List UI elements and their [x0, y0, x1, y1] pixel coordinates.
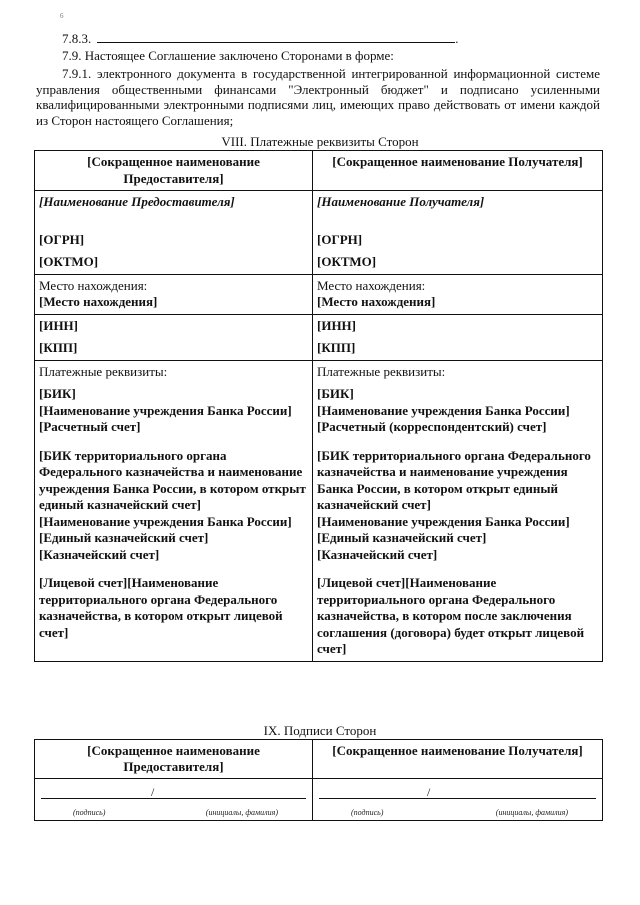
- provider-personal-account: [Лицевой счет][Наименование территориального органа Федерального казначейства, в котором открыт лицевой счет]: [39, 575, 283, 640]
- recipient-ogrn: [ОГРН]: [317, 231, 363, 247]
- clause-7-8-3-end: .: [455, 31, 459, 46]
- provider-treasury-bik: [БИК территориального органа Федерального казначейства и наименование учреждения Банка России, в котором открыт единый казначейский счет]: [39, 447, 306, 512]
- provider-bank-name-2: [Наименование учреждения Банка России]: [39, 513, 292, 529]
- signatures-table: [34, 739, 603, 821]
- payment-requisites-table: [34, 150, 603, 662]
- provider-oktmo: [ОКТМО]: [39, 254, 99, 269]
- recipient-bank-name: [Наименование учреждения Банка России]: [317, 402, 570, 418]
- sig-provider-rule: [41, 798, 306, 799]
- recipient-personal-account: [Лицевой счет][Наименование территориального органа Федерального казначейства, в котором после заключения соглашения (договора) будет открыт лицевой счет]: [317, 575, 585, 656]
- clause-7-8-3-label: 7.8.3.: [62, 31, 92, 46]
- sig-recipient-cell: [313, 779, 603, 821]
- recipient-location-cell: [313, 274, 603, 314]
- requisites-inn-row: [35, 314, 603, 360]
- clause-7-8-3: [62, 31, 459, 46]
- provider-location-label: Место нахождения:: [39, 277, 148, 293]
- sig-recipient-slash: /: [427, 785, 431, 799]
- sig-provider-header: [Сокращенное наименование Предоставителя]: [35, 740, 313, 779]
- recipient-bank-name-2: [Наименование учреждения Банка России]: [317, 513, 570, 529]
- recipient-single-treasury-account: [Единый казначейский счет]: [317, 530, 487, 545]
- provider-account: [Расчетный счет]: [39, 419, 141, 434]
- provider-inn-cell: [35, 314, 313, 360]
- requisites-name-row: [35, 191, 603, 275]
- recipient-oktmo: [ОКТМО]: [317, 254, 377, 269]
- provider-treasury-account: [Казначейский счет]: [39, 546, 160, 562]
- sig-recipient-line: [317, 782, 598, 808]
- sig-recipient-captions: [317, 808, 598, 820]
- sig-provider-slash: /: [151, 785, 155, 799]
- section-8-title: VIII. Платежные реквизиты Сторон: [221, 134, 419, 149]
- clause-7-9-1: 7.9.1. электронного документа в государственной интегрированной информационной системе управления общественными финансами "Электронный бюджет" и подписано усиленными квалифицированными электронными подписями лиц, имеющих право действовать от имени каждой из Сторон настоящего Соглашения;: [36, 66, 600, 128]
- recipient-kpp: [КПП]: [317, 340, 356, 355]
- provider-single-treasury-account: [Единый казначейский счет]: [39, 530, 209, 545]
- recipient-location-label: Место нахождения:: [317, 277, 426, 293]
- recipient-treasury-bik: [БИК территориального органа Федерального казначейства и наименование учреждения Банка России, в котором открыт единый казначейский счет]: [317, 447, 591, 512]
- section-9-title: IX. Подписи Сторон: [263, 723, 377, 738]
- provider-ogrn: [ОГРН]: [39, 231, 85, 247]
- sig-provider-captions: [39, 808, 308, 820]
- provider-name: [Наименование Предоставителя]: [39, 194, 235, 209]
- recipient-inn-cell: [313, 314, 603, 360]
- recipient-account: [Расчетный (корреспондентский) счет]: [317, 419, 547, 434]
- requisites-header-row: [35, 151, 603, 191]
- recipient-inn: [ИНН]: [317, 317, 356, 333]
- page-mark: 6: [60, 12, 64, 20]
- sig-provider-line: [39, 782, 308, 808]
- requisites-location-row: [35, 274, 603, 314]
- provider-bik: [БИК]: [39, 386, 76, 401]
- clause-7-9: 7.9. Настоящее Соглашение заключено Сторонами в форме:: [62, 48, 394, 63]
- recipient-payment-cell: [313, 360, 603, 661]
- signatures-line-row: [35, 779, 603, 821]
- sig-recipient-caption-initials: (инициалы, фамилия): [495, 808, 568, 817]
- provider-kpp: [КПП]: [39, 340, 78, 355]
- recipient-name: [Наименование Получателя]: [317, 194, 485, 209]
- recipient-location: [Место нахождения]: [317, 294, 436, 309]
- sig-provider-caption-initials: (инициалы, фамилия): [205, 808, 278, 817]
- provider-header: [Сокращенное наименование Предоставителя]: [35, 151, 313, 191]
- provider-inn: [ИНН]: [39, 317, 78, 333]
- recipient-header: [Сокращенное наименование Получателя]: [313, 151, 603, 191]
- clause-7-8-3-blank: [97, 31, 455, 43]
- recipient-bik: [БИК]: [317, 386, 354, 401]
- sig-recipient-rule: [319, 798, 596, 799]
- provider-location: [Место нахождения]: [39, 294, 158, 309]
- provider-location-cell: [35, 274, 313, 314]
- sig-provider-caption-signature: (подпись): [73, 808, 106, 817]
- recipient-payment-label: Платежные реквизиты:: [317, 363, 446, 379]
- signatures-header-row: [35, 740, 603, 779]
- provider-payment-cell: [35, 360, 313, 661]
- sig-provider-cell: [35, 779, 313, 821]
- provider-bank-name: [Наименование учреждения Банка России]: [39, 402, 292, 418]
- provider-payment-label: Платежные реквизиты:: [39, 363, 168, 379]
- provider-name-cell: [35, 191, 313, 275]
- requisites-payment-row: [35, 360, 603, 661]
- sig-recipient-caption-signature: (подпись): [351, 808, 384, 817]
- recipient-name-cell: [313, 191, 603, 275]
- sig-recipient-header: [Сокращенное наименование Получателя]: [313, 740, 603, 779]
- recipient-treasury-account: [Казначейский счет]: [317, 546, 438, 562]
